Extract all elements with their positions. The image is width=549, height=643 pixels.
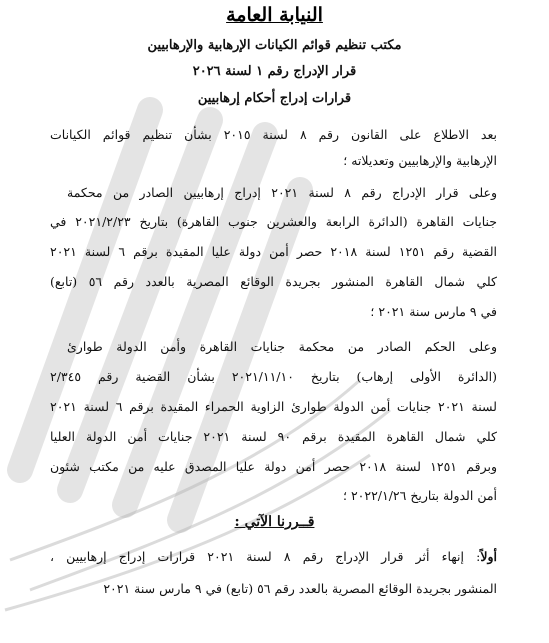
paragraph-4-line-2: المنشور بجريدة الوقائع المصرية بالعدد رقم ٥٦ (تابع) في ٩ مارس سنة ٢٠٢١ <box>103 581 497 596</box>
paragraph-2-line-3: القضية رقم ١٢٥١ لسنة ٢٠١٨ حصر أمن دولة عليا المقيدة برقم ٦ لسنة ٢٠٢١ <box>50 244 497 259</box>
decision-subject: قرارات إدراج أحكام إرهابيين <box>197 91 352 106</box>
paragraph-1-line-1: بعد الاطلاع على القانون رقم ٨ لسنة ٢٠١٥ بشأن تنظيم قوائم الكيانات <box>50 127 498 142</box>
first-item-text: : إنهاء أثر قرار الإدراج رقم ٨ لسنة ٢٠٢١ قرارات إدراج إرهابيين ، <box>50 549 481 564</box>
authority-title: النيابة العامة <box>226 4 323 26</box>
decided-text: قــررنا الآتي : <box>234 514 315 530</box>
paragraph-3-line-3: لسنة ٢٠٢١ جنايات أمن الدولة طوارئ الزاوية الحمراء المقيدة برقم ٦ لسنة ٢٠٢١ <box>50 399 497 414</box>
decision-number: قرار الإدراج رقم ١ لسنة ٢٠٢٦ <box>192 64 357 79</box>
first-item-label: أولاً <box>480 549 497 564</box>
paragraph-2-line-2: جنايات القاهرة (الدائرة الرابعة والعشرين جنوب القاهرة) بتاريخ ٢٠٢١/٢/٢٣ في <box>50 214 498 229</box>
paragraph-3-line-4: كلي شمال القاهرة المقيدة برقم ٩٠ لسنة ٢٠٢١ جنايات أمن الدولة العليا <box>50 429 497 444</box>
paragraph-2-line-1: وعلى قرار الإدراج رقم ٨ لسنة ٢٠٢١ إدراج إرهابيين الصادر من محكمة <box>67 185 497 200</box>
paragraph-4-line-1 <box>50 548 497 566</box>
paragraph-3-line-6: أمن الدولة بتاريخ ٢٠٢٢/١/٢٦ ؛ <box>342 488 497 503</box>
paragraph-3-line-1: وعلى الحكم الصادر من محكمة جنايات القاهرة وأمن الدولة طوارئ <box>67 339 497 354</box>
paragraph-3-line-2: (الدائرة الأولى إرهاب) بتاريخ ٢٠٢١/١١/١٠ بشأن القضية رقم ٢/٣٤٥ <box>50 369 497 384</box>
paragraph-1-line-2: الإرهابية والإرهابيين وتعديلاته ؛ <box>343 153 497 168</box>
office-title: مكتب تنظيم قوائم الكيانات الإرهابية والإرهابيين <box>147 38 402 53</box>
paragraph-3-line-5: وبرقم ١٢٥١ لسنة ٢٠١٨ حصر أمن دولة عليا المصدق عليه من مكتب شئون <box>50 459 497 474</box>
decided-heading <box>0 514 549 530</box>
paragraph-2-line-4: كلي شمال القاهرة المنشور بجريدة الوقائع المصرية بالعدد رقم ٥٦ (تابع) <box>50 274 497 289</box>
paragraph-2-line-5: في ٩ مارس سنة ٢٠٢١ ؛ <box>370 304 497 319</box>
